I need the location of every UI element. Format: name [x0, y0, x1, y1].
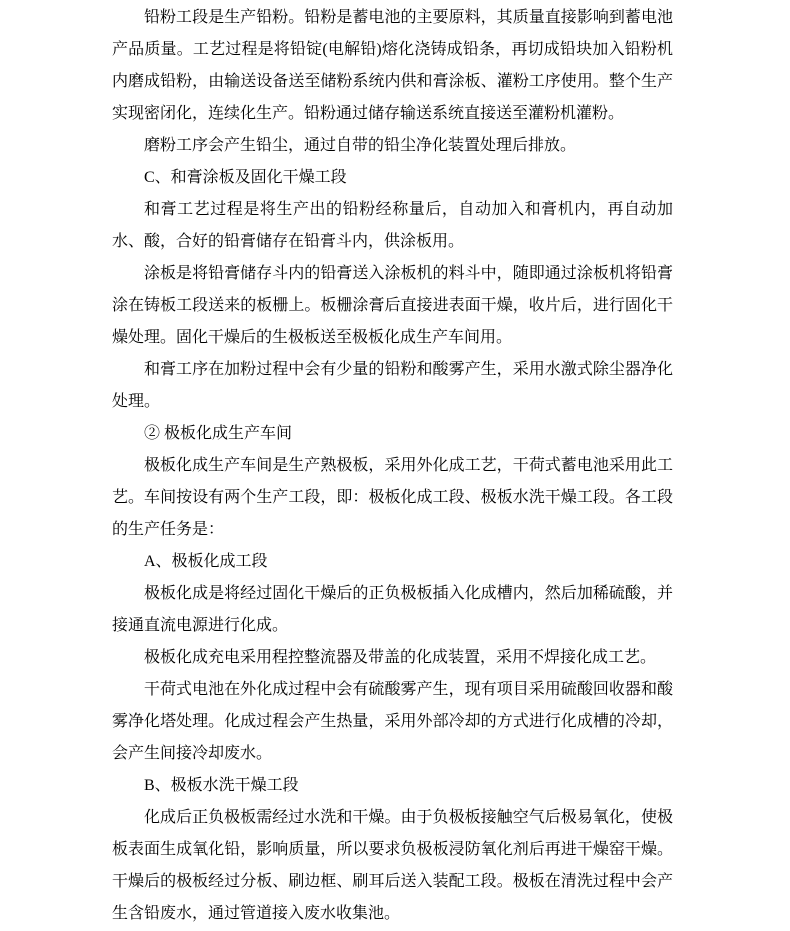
paragraph-plate-formation-process: 极板化成是将经过固化干燥后的正负极板插入化成槽内，然后加稀硫酸，并接通直流电源进行化成。 — [112, 585, 673, 634]
paragraph-formation-shop-intro: 极板化成生产车间是生产熟极板，采用外化成工艺，干荷式蓄电池采用此工艺。车间按设有两个生产工段，即：极板化成工段、极板水洗干燥工段。各工段的生产任务是： — [112, 457, 673, 538]
heading-section-b-wash-dry: B、极板水洗干燥工段 — [144, 777, 299, 794]
paragraph-acid-mist-treatment: 干荷式电池在外化成过程中会有硫酸雾产生，现有项目采用硫酸回收器和酸雾净化塔处理。化成过程会产生热量，采用外部冷却的方式进行化成槽的冷却，会产生间接冷却废水。 — [112, 681, 673, 762]
document-page — [112, 2, 673, 930]
heading-section-c-paste-coating: C、和膏涂板及固化干燥工段 — [144, 169, 347, 186]
paragraph-grinding-dust: 磨粉工序会产生铅尘，通过自带的铅尘净化装置处理后排放。 — [144, 137, 577, 154]
paragraph-formation-charging: 极板化成充电采用程控整流器及带盖的化成装置，采用不焊接化成工艺。 — [144, 649, 657, 666]
paragraph-wash-dry-process: 化成后正负极板需经过水洗和干燥。由于负极板接触空气后极易氧化，使极板表面生成氧化铅，影响质量，所以要求负极板浸防氧化剂后再进干燥窑干燥。干燥后的极板经过分板、刷边框、刷耳后送入装配工段。极板在清洗过程中会产生含铅废水，通过管道接入废水收集池。 — [112, 809, 673, 922]
paragraph-plate-coating: 涂板是将铅膏储存斗内的铅膏送入涂板机的料斗中，随即通过涂板机将铅膏涂在铸板工段送来的板栅上。板栅涂膏后直接进表面干燥，收片后，进行固化干燥处理。固化干燥后的生极板送至极板化成生产车间用。 — [112, 265, 673, 346]
heading-section-2-formation-shop: ② 极板化成生产车间 — [144, 425, 293, 442]
paragraph-paste-process: 和膏工艺过程是将生产出的铅粉经称量后，自动加入和膏机内，再自动加水、酸，合好的铅膏储存在铅膏斗内，供涂板用。 — [112, 201, 673, 250]
heading-section-a-plate-formation: A、极板化成工段 — [144, 553, 268, 570]
paragraph-lead-powder-intro: 铅粉工段是生产铅粉。铅粉是蓄电池的主要原料，其质量直接影响到蓄电池产品质量。工艺过程是将铅锭(电解铅)熔化浇铸成铅条，再切成铅块加入铅粉机内磨成铅粉，由输送设备送至储粉系统内供和膏涂板、灌粉工序使用。整个生产实现密闭化，连续化生产。铅粉通过储存输送系统直接送至灌粉机灌粉。 — [112, 9, 673, 122]
paragraph-paste-dust-treatment: 和膏工序在加粉过程中会有少量的铅粉和酸雾产生，采用水激式除尘器净化处理。 — [112, 361, 673, 410]
